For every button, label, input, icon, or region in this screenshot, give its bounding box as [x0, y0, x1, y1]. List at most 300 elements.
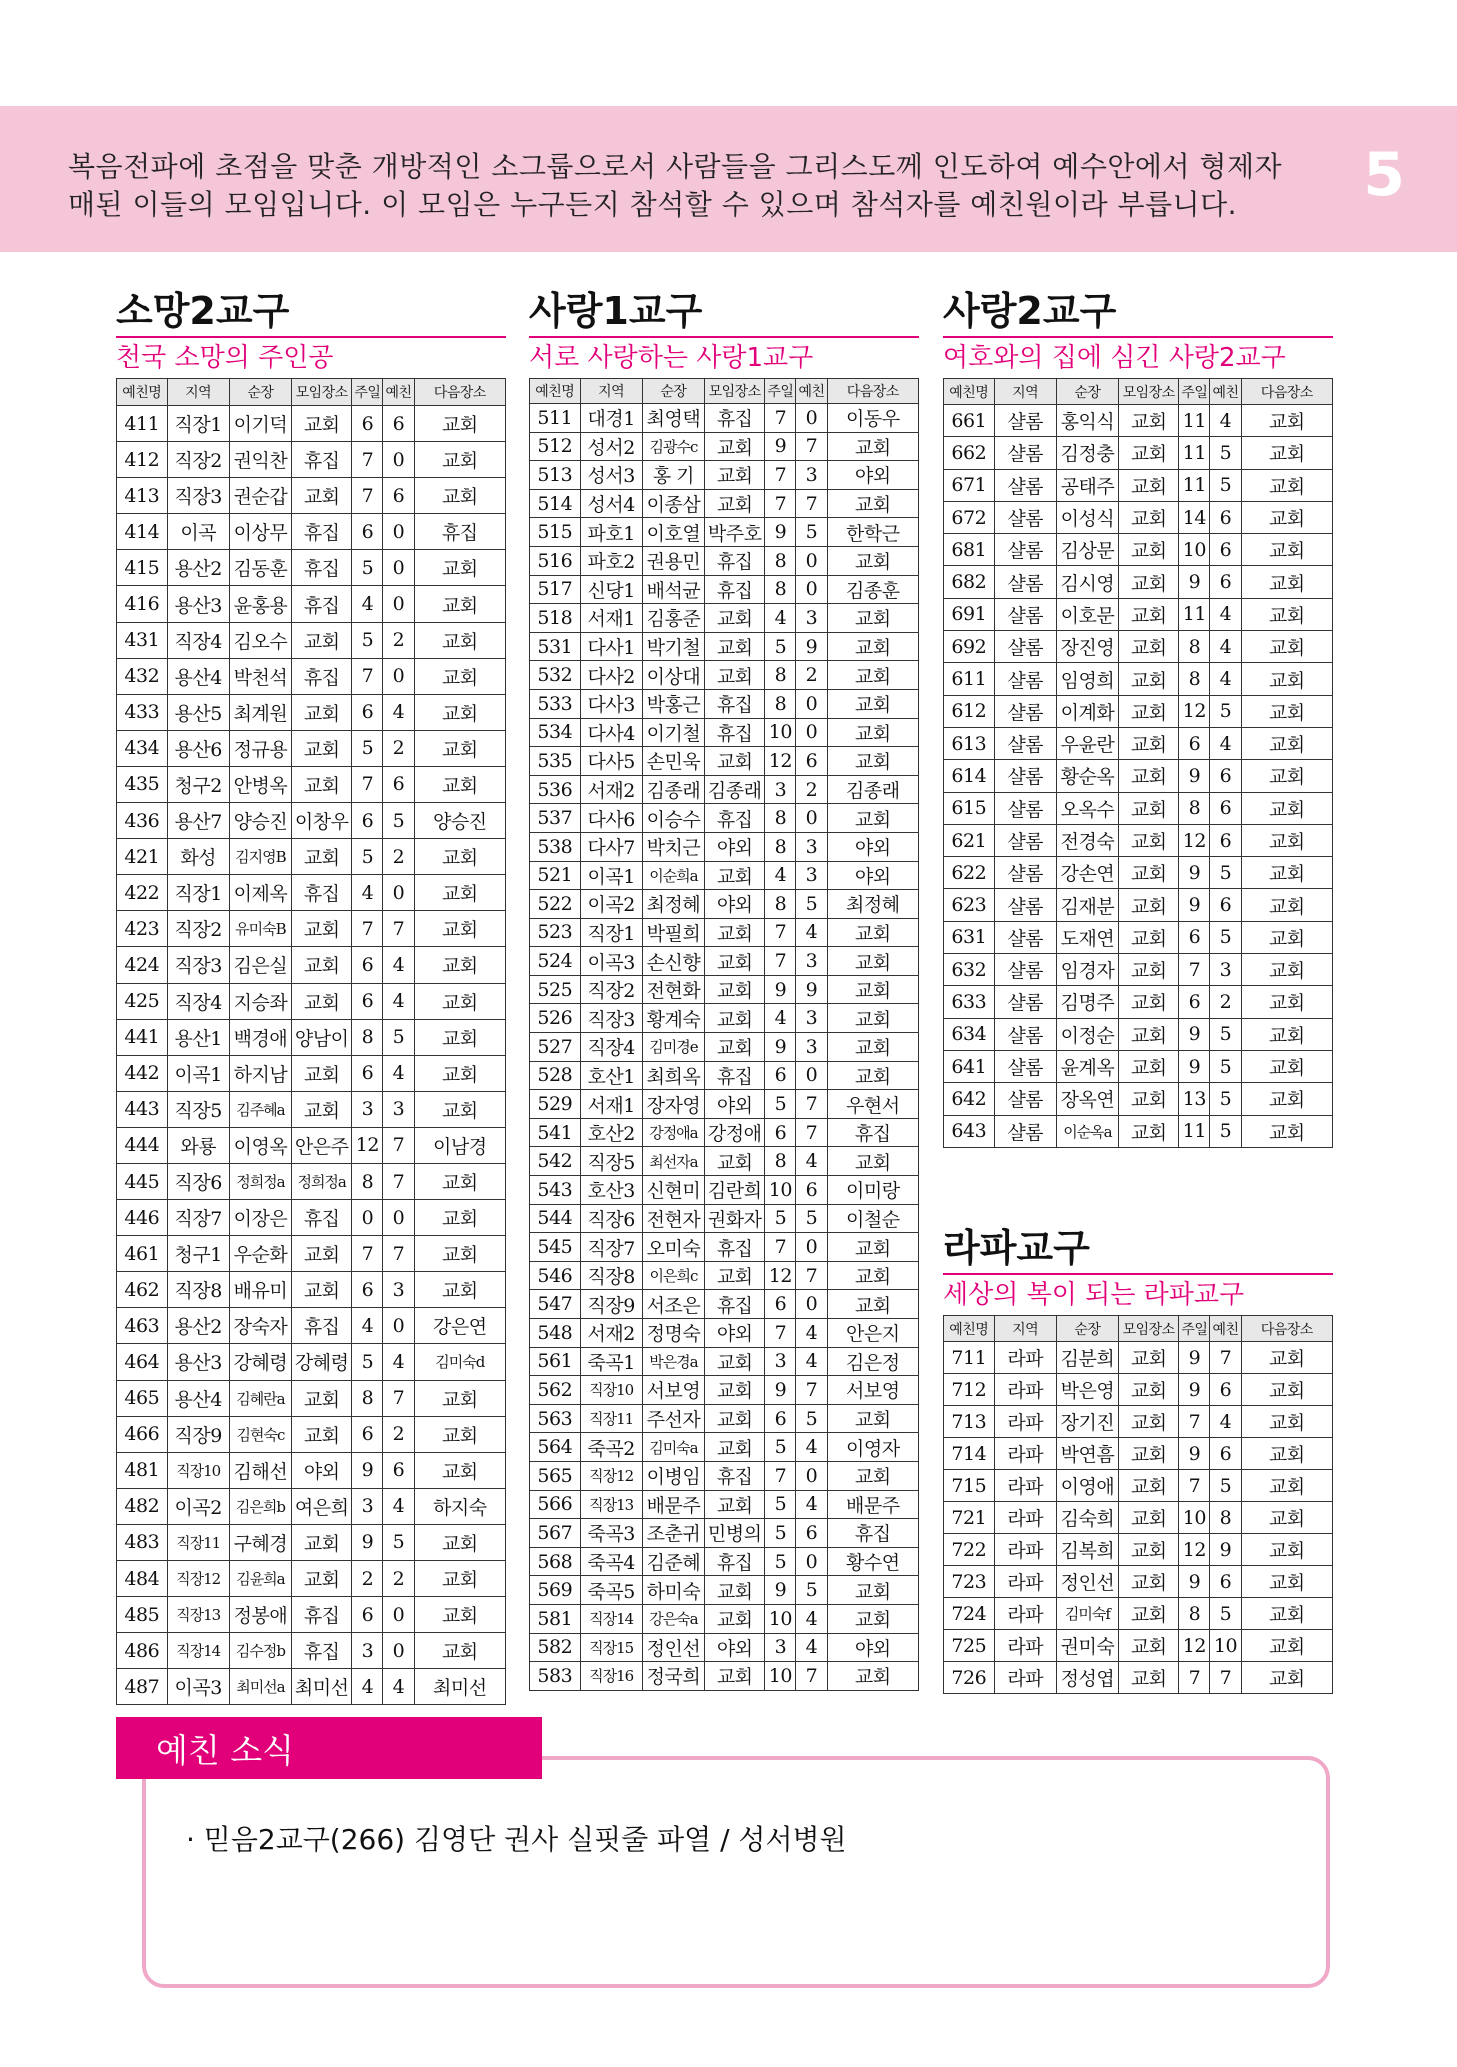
- table-cell: 433: [117, 694, 168, 730]
- table-cell: 5: [1210, 695, 1241, 727]
- table-cell: 7: [1179, 1406, 1210, 1438]
- column-header: 지역: [994, 379, 1056, 405]
- table-cell: 직장4: [167, 622, 229, 658]
- table-cell: 5: [765, 1433, 796, 1462]
- table-cell: 8: [1179, 631, 1210, 663]
- table-row: [117, 1488, 506, 1524]
- table-cell: 5: [765, 1490, 796, 1519]
- table-cell: 라파: [994, 1598, 1056, 1630]
- table-cell: 교회: [1119, 1630, 1179, 1662]
- table-row: [117, 1633, 506, 1669]
- table-cell: 직장14: [167, 1633, 229, 1669]
- table-cell: 교회: [414, 875, 505, 911]
- table-cell: 6: [796, 747, 827, 776]
- table-cell: 9: [1179, 760, 1210, 792]
- table-row: [944, 598, 1333, 630]
- table-cell: 김주혜a: [229, 1091, 291, 1127]
- table-cell: 0: [383, 658, 414, 694]
- table-cell: 6: [1179, 727, 1210, 759]
- table-cell: 4: [383, 947, 414, 983]
- table-cell: 교회: [705, 1490, 765, 1519]
- table-cell: 612: [944, 695, 995, 727]
- table-cell: 4: [352, 1308, 383, 1344]
- table-cell: 662: [944, 437, 995, 469]
- table-row: [944, 1374, 1333, 1406]
- table-cell: 교회: [1119, 857, 1179, 889]
- table-row: [530, 489, 919, 518]
- table-cell: 4: [383, 1488, 414, 1524]
- table-cell: 교회: [1241, 986, 1332, 1018]
- table-cell: 714: [944, 1438, 995, 1470]
- table-cell: 샬롬: [994, 663, 1056, 695]
- table-cell: 파호1: [580, 518, 642, 547]
- table-cell: 528: [530, 1061, 581, 1090]
- table-cell: 휴집: [414, 514, 505, 550]
- table-cell: 손민욱: [642, 747, 704, 776]
- table-cell: 526: [530, 1004, 581, 1033]
- table-cell: 6: [1210, 501, 1241, 533]
- table-cell: 구혜경: [229, 1524, 291, 1560]
- table-row: [117, 1452, 506, 1488]
- table-cell: 장숙자: [229, 1308, 291, 1344]
- table-cell: 김미숙a: [642, 1433, 704, 1462]
- table-cell: 라파: [994, 1662, 1056, 1694]
- table-cell: 샬롬: [994, 760, 1056, 792]
- table-cell: 휴집: [705, 804, 765, 833]
- table-cell: 8: [765, 832, 796, 861]
- table-cell: 교회: [705, 604, 765, 633]
- table-cell: 다사1: [580, 632, 642, 661]
- table-cell: 7: [765, 489, 796, 518]
- table-cell: 이성식: [1056, 501, 1118, 533]
- table-cell: 장옥연: [1056, 1083, 1118, 1115]
- table-cell: 오옥수: [1056, 792, 1118, 824]
- table-cell: 김광수c: [642, 432, 704, 461]
- table-cell: 샬롬: [994, 986, 1056, 1018]
- table-cell: 교회: [1119, 469, 1179, 501]
- table-cell: 9: [1210, 1534, 1241, 1566]
- table-cell: 10: [765, 1176, 796, 1205]
- table-cell: 431: [117, 622, 168, 658]
- table-cell: 7: [765, 404, 796, 433]
- table-cell: 692: [944, 631, 995, 663]
- table-cell: 교회: [827, 661, 918, 690]
- table-cell: 0: [796, 689, 827, 718]
- table-cell: 라파: [994, 1374, 1056, 1406]
- table-cell: 0: [796, 404, 827, 433]
- table-cell: 최미선a: [229, 1669, 291, 1705]
- table-cell: 휴집: [827, 1519, 918, 1548]
- table-cell: 536: [530, 775, 581, 804]
- table-cell: 이정순: [1056, 1018, 1118, 1050]
- table-cell: 516: [530, 546, 581, 575]
- table-cell: 621: [944, 824, 995, 856]
- table-cell: 12: [1179, 824, 1210, 856]
- table-cell: 615: [944, 792, 995, 824]
- section-subtitle: 서로 사랑하는 사랑1교구: [529, 343, 814, 373]
- table-cell: 김종래: [642, 775, 704, 804]
- table-cell: 7: [1210, 1342, 1241, 1374]
- table-cell: 교회: [1119, 1598, 1179, 1630]
- table-cell: 10: [1179, 1502, 1210, 1534]
- table-cell: 3: [796, 604, 827, 633]
- table-cell: 5: [352, 622, 383, 658]
- column-header: 모임장소: [292, 379, 352, 406]
- table-cell: 샬롬: [994, 824, 1056, 856]
- table-cell: 직장2: [167, 442, 229, 478]
- table-cell: 이기덕: [229, 406, 291, 442]
- table-cell: 7: [352, 766, 383, 802]
- table-cell: 직장5: [167, 1091, 229, 1127]
- table-cell: 김복희: [1056, 1534, 1118, 1566]
- table-cell: 8: [1179, 1598, 1210, 1630]
- table-cell: 5: [796, 1404, 827, 1433]
- table-cell: 724: [944, 1598, 995, 1630]
- table-cell: 5: [1210, 469, 1241, 501]
- table-cell: 교회: [827, 718, 918, 747]
- table-cell: 525: [530, 975, 581, 1004]
- table-cell: 4: [352, 586, 383, 622]
- table-cell: 725: [944, 1630, 995, 1662]
- table-cell: 야외: [827, 861, 918, 890]
- table-row: [530, 461, 919, 490]
- table-cell: 다사7: [580, 832, 642, 861]
- table-row: [117, 1127, 506, 1163]
- table-row: [530, 546, 919, 575]
- table-cell: 3: [765, 775, 796, 804]
- table-cell: 이종삼: [642, 489, 704, 518]
- table-cell: 교회: [292, 622, 352, 658]
- table-cell: 교회: [1241, 1018, 1332, 1050]
- table-cell: 교회: [1119, 405, 1179, 437]
- table-cell: 직장6: [580, 1204, 642, 1233]
- table-cell: 6: [383, 1452, 414, 1488]
- table-cell: 432: [117, 658, 168, 694]
- table-row: [117, 766, 506, 802]
- table-cell: 박천석: [229, 658, 291, 694]
- table-cell: 직장16: [580, 1662, 642, 1691]
- table-cell: 직장11: [580, 1404, 642, 1433]
- table-cell: 0: [383, 550, 414, 586]
- table-cell: 6: [765, 1404, 796, 1433]
- table-cell: 다사3: [580, 689, 642, 718]
- table-cell: 교회: [1241, 1050, 1332, 1082]
- table-cell: 535: [530, 747, 581, 776]
- table-cell: 교회: [1119, 760, 1179, 792]
- table-cell: 교회: [1119, 954, 1179, 986]
- table-cell: 6: [1210, 1374, 1241, 1406]
- table-cell: 정희정a: [229, 1163, 291, 1199]
- table-row: [944, 501, 1333, 533]
- table-row: [530, 1347, 919, 1376]
- table-row: [530, 1319, 919, 1348]
- table-cell: 11: [1179, 405, 1210, 437]
- table-cell: 이곡3: [167, 1669, 229, 1705]
- table-cell: 정희정a: [292, 1163, 352, 1199]
- table-row: [117, 406, 506, 442]
- section-subtitle: 천국 소망의 주인공: [116, 343, 334, 373]
- table-cell: 4: [765, 861, 796, 890]
- table-cell: 교회: [414, 1561, 505, 1597]
- table-cell: 7: [796, 1662, 827, 1691]
- table-cell: 교회: [827, 918, 918, 947]
- table-cell: 교회: [827, 632, 918, 661]
- table-cell: 교회: [705, 1347, 765, 1376]
- table-cell: 직장3: [167, 478, 229, 514]
- table-row: [117, 839, 506, 875]
- table-cell: 이영자: [827, 1433, 918, 1462]
- table-cell: 교회: [1241, 921, 1332, 953]
- table-cell: 권화자: [705, 1204, 765, 1233]
- news-item: · 믿음2교구(266) 김영단 권사 실핏줄 파열 / 성서병원: [186, 1823, 847, 1856]
- table-row: [117, 1163, 506, 1199]
- column-header: 주일: [1179, 1316, 1210, 1342]
- table-cell: 교회: [414, 839, 505, 875]
- table-cell: 4: [352, 1669, 383, 1705]
- table-cell: 8: [765, 1147, 796, 1176]
- table-row: [530, 775, 919, 804]
- table-cell: 414: [117, 514, 168, 550]
- table-cell: 교회: [292, 406, 352, 442]
- table-row: [117, 1344, 506, 1380]
- table-cell: 최정혜: [642, 890, 704, 919]
- table-cell: 7: [765, 918, 796, 947]
- table-cell: 다사2: [580, 661, 642, 690]
- table-cell: 524: [530, 947, 581, 976]
- table-cell: 박홍근: [642, 689, 704, 718]
- column-header: 지역: [167, 379, 229, 406]
- table-row: [530, 1461, 919, 1490]
- table-row: [944, 954, 1333, 986]
- table-cell: 4: [796, 1319, 827, 1348]
- table-cell: 2: [796, 661, 827, 690]
- table-cell: 휴집: [705, 1461, 765, 1490]
- table-cell: 0: [352, 1200, 383, 1236]
- table-cell: 서재2: [580, 775, 642, 804]
- table-cell: 682: [944, 566, 995, 598]
- table-cell: 12: [765, 747, 796, 776]
- table-cell: 4: [1210, 631, 1241, 663]
- column-header: 주일: [765, 379, 796, 404]
- table-cell: 샬롬: [994, 1083, 1056, 1115]
- table-cell: 교회: [1241, 1534, 1332, 1566]
- table-cell: 여은희: [292, 1488, 352, 1524]
- table-cell: 6: [1179, 921, 1210, 953]
- table-cell: 교회: [827, 1461, 918, 1490]
- table-cell: 교회: [1119, 986, 1179, 1018]
- table-cell: 교회: [1241, 534, 1332, 566]
- table-cell: 교회: [414, 947, 505, 983]
- table-cell: 7: [796, 432, 827, 461]
- column-header: 다음장소: [414, 379, 505, 406]
- column-header: 다음장소: [1241, 379, 1332, 405]
- table-cell: 교회: [1119, 598, 1179, 630]
- table-cell: 휴집: [292, 1597, 352, 1633]
- table-cell: 교회: [414, 1055, 505, 1091]
- table-cell: 8: [1210, 1502, 1241, 1534]
- table-cell: 교회: [1241, 1566, 1332, 1598]
- table-cell: 8: [765, 890, 796, 919]
- table-cell: 3: [352, 1488, 383, 1524]
- table-cell: 622: [944, 857, 995, 889]
- table-cell: 4: [796, 1347, 827, 1376]
- table-cell: 교회: [705, 1376, 765, 1405]
- table-cell: 장진영: [1056, 631, 1118, 663]
- table-cell: 야외: [827, 461, 918, 490]
- table-cell: 교회: [1241, 1502, 1332, 1534]
- table-cell: 교회: [1119, 1502, 1179, 1534]
- table-cell: 이창우: [292, 803, 352, 839]
- table-cell: 9: [796, 632, 827, 661]
- table-cell: 교회: [292, 1416, 352, 1452]
- table-cell: 교회: [1241, 405, 1332, 437]
- table-cell: 교회: [292, 1091, 352, 1127]
- table-cell: 7: [796, 489, 827, 518]
- table-cell: 5: [765, 1519, 796, 1548]
- table-row: [530, 1662, 919, 1691]
- table-cell: 직장9: [167, 1416, 229, 1452]
- table-cell: 4: [352, 875, 383, 911]
- table-cell: 교회: [1119, 1018, 1179, 1050]
- table-cell: 교회: [705, 1604, 765, 1633]
- table-cell: 7: [352, 911, 383, 947]
- table-cell: 7: [383, 1163, 414, 1199]
- table-cell: 직장8: [167, 1272, 229, 1308]
- table-row: [944, 1630, 1333, 1662]
- table-cell: 정인선: [1056, 1566, 1118, 1598]
- table-cell: 이제옥: [229, 875, 291, 911]
- table-cell: 527: [530, 1033, 581, 1062]
- table-cell: 5: [1210, 857, 1241, 889]
- table-cell: 교회: [705, 1147, 765, 1176]
- table-row: [117, 911, 506, 947]
- table-cell: 7: [796, 1261, 827, 1290]
- table-cell: 교회: [827, 1061, 918, 1090]
- table-cell: 9: [352, 1452, 383, 1488]
- table-cell: 교회: [292, 694, 352, 730]
- table-cell: 이곡: [167, 514, 229, 550]
- table-row: [530, 632, 919, 661]
- table-cell: 6: [765, 1290, 796, 1319]
- table-cell: 대경1: [580, 404, 642, 433]
- table-cell: 윤홍용: [229, 586, 291, 622]
- table-cell: 3: [383, 1272, 414, 1308]
- table-cell: 샬롬: [994, 921, 1056, 953]
- table-cell: 632: [944, 954, 995, 986]
- table-cell: 5: [796, 1204, 827, 1233]
- table-cell: 샬롬: [994, 857, 1056, 889]
- table-cell: 우현서: [827, 1090, 918, 1119]
- table-cell: 교회: [414, 1163, 505, 1199]
- table-cell: 415: [117, 550, 168, 586]
- column-header: 예친: [1210, 379, 1241, 405]
- table-cell: 교회: [1241, 727, 1332, 759]
- table-cell: 545: [530, 1233, 581, 1262]
- table-cell: 12: [1179, 695, 1210, 727]
- column-header: 모임장소: [1119, 379, 1179, 405]
- table-cell: 직장7: [580, 1233, 642, 1262]
- table-cell: 권익찬: [229, 442, 291, 478]
- table-cell: 교회: [1119, 921, 1179, 953]
- table-cell: 용산1: [167, 1019, 229, 1055]
- table-cell: 581: [530, 1604, 581, 1633]
- table-cell: 6: [1210, 1566, 1241, 1598]
- table-row: [944, 1598, 1333, 1630]
- table-cell: 임경자: [1056, 954, 1118, 986]
- table-cell: 직장8: [580, 1261, 642, 1290]
- table-cell: 김혜란a: [229, 1380, 291, 1416]
- table-cell: 교회: [705, 1261, 765, 1290]
- table-cell: 562: [530, 1376, 581, 1405]
- table-cell: 휴집: [292, 442, 352, 478]
- section-title: 소망2교구: [116, 289, 290, 333]
- section-subtitle: 세상의 복이 되는 라파교구: [943, 1280, 1245, 1310]
- table-cell: 교회: [414, 1272, 505, 1308]
- table-cell: 5: [796, 518, 827, 547]
- column-header: 순장: [642, 379, 704, 404]
- table-cell: 공태주: [1056, 469, 1118, 501]
- table-cell: 라파: [994, 1342, 1056, 1374]
- table-row: [117, 694, 506, 730]
- table-cell: 오미숙: [642, 1233, 704, 1262]
- table-cell: 용산4: [167, 1380, 229, 1416]
- table-cell: 522: [530, 890, 581, 919]
- table-cell: 교회: [1241, 501, 1332, 533]
- table-cell: 민병의: [705, 1519, 765, 1548]
- table-cell: 직장1: [167, 406, 229, 442]
- table-cell: 교회: [1241, 1630, 1332, 1662]
- table-cell: 휴집: [705, 1233, 765, 1262]
- table-cell: 최계원: [229, 694, 291, 730]
- table-cell: 교회: [414, 478, 505, 514]
- table-cell: 직장15: [580, 1633, 642, 1662]
- table-cell: 12: [352, 1127, 383, 1163]
- table-row: [944, 1115, 1333, 1147]
- table-cell: 547: [530, 1290, 581, 1319]
- table-cell: 죽곡1: [580, 1347, 642, 1376]
- table-cell: 다사4: [580, 718, 642, 747]
- table-cell: 교회: [705, 947, 765, 976]
- table-cell: 김미경e: [642, 1033, 704, 1062]
- table-cell: 721: [944, 1502, 995, 1534]
- table-row: [944, 1018, 1333, 1050]
- table-cell: 7: [765, 947, 796, 976]
- table-cell: 6: [1210, 566, 1241, 598]
- table-cell: 교회: [1241, 598, 1332, 630]
- table-cell: 샬롬: [994, 437, 1056, 469]
- table-cell: 휴집: [827, 1118, 918, 1147]
- table-cell: 633: [944, 986, 995, 1018]
- table-row: [117, 803, 506, 839]
- table-cell: 0: [796, 1290, 827, 1319]
- table-cell: 교회: [414, 1019, 505, 1055]
- table-cell: 김준혜: [642, 1547, 704, 1576]
- table-cell: 강혜령: [229, 1344, 291, 1380]
- table-cell: 7: [383, 1236, 414, 1272]
- table-cell: 715: [944, 1470, 995, 1502]
- table-cell: 445: [117, 1163, 168, 1199]
- table-cell: 교회: [705, 1576, 765, 1605]
- table-row: [944, 1050, 1333, 1082]
- table-cell: 672: [944, 501, 995, 533]
- table-cell: 서재1: [580, 604, 642, 633]
- table-cell: 이순옥a: [1056, 1115, 1118, 1147]
- table-cell: 교회: [1241, 1083, 1332, 1115]
- table-cell: 교회: [292, 766, 352, 802]
- table-row: [530, 1519, 919, 1548]
- table-cell: 직장13: [167, 1597, 229, 1633]
- table-cell: 교회: [292, 1524, 352, 1560]
